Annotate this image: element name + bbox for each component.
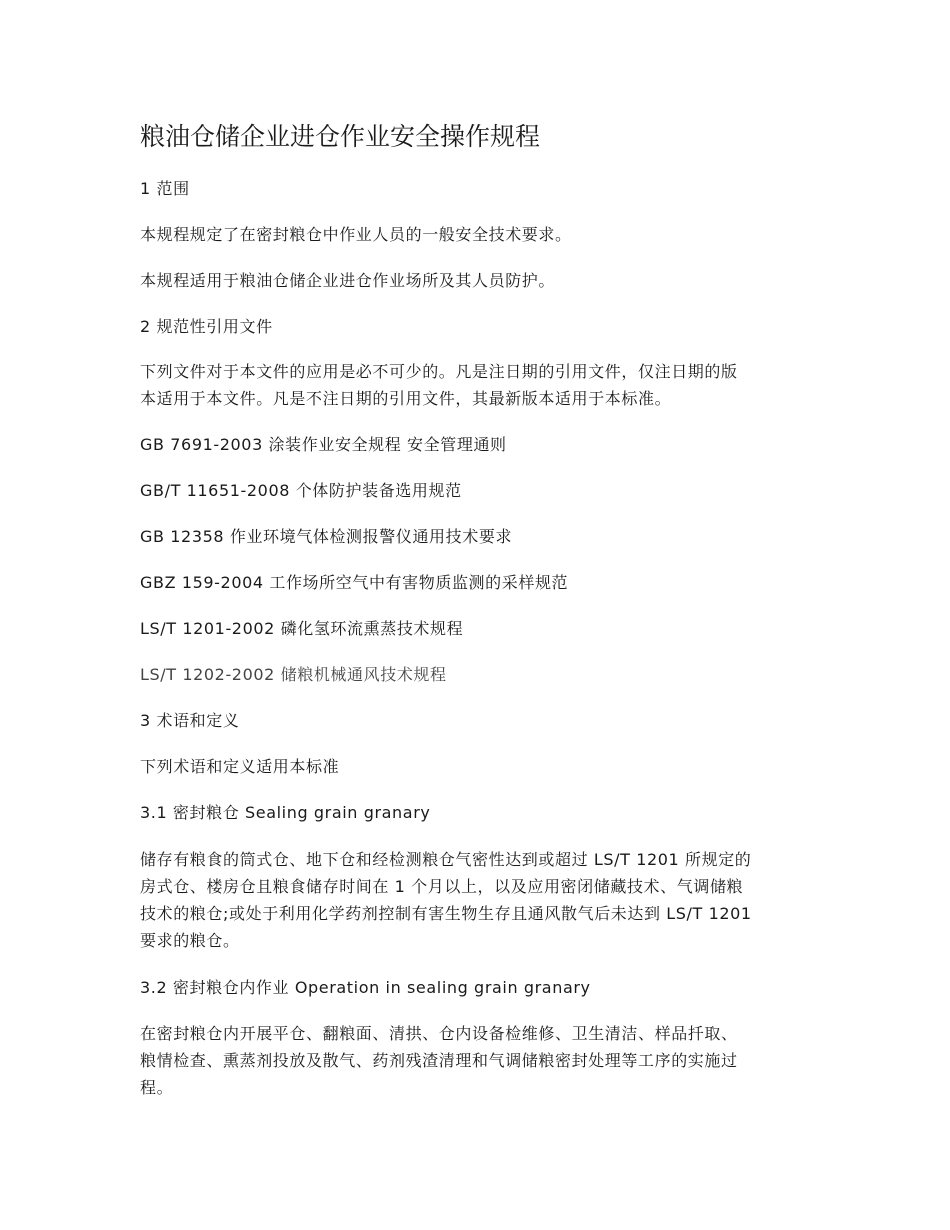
section-3-heading: 3 术语和定义 — [140, 711, 240, 730]
reference-item: LS/T 1202-2002 储粮机械通风技术规程 — [140, 665, 447, 684]
reference-item: GB/T 11651-2008 个体防护装备选用规范 — [140, 481, 462, 500]
term-3-2-heading: 3.2 密封粮仓内作业 Operation in sealing grain granary — [140, 978, 591, 997]
term-3-1-definition — [140, 846, 820, 954]
scope-paragraph-1: 本规程规定了在密封粮仓中作业人员的一般安全技术要求。 — [140, 225, 572, 244]
term-3-1-heading: 3.1 密封粮仓 Sealing grain granary — [140, 803, 431, 822]
definition-line: 粮情检查、熏蒸剂投放及散气、药剂残渣清理和气调储粮密封处理等工序的实施过 — [140, 1051, 738, 1070]
reference-item: LS/T 1201-2002 磷化氢环流熏蒸技术规程 — [140, 619, 464, 638]
intro-line: 下列文件对于本文件的应用是必不可少的。凡是注日期的引用文件，仅注日期的版 — [140, 362, 738, 381]
definition-line: 在密封粮仓内开展平仓、翻粮面、清拱、仓内设备检维修、卫生清洁、样品扦取、 — [140, 1024, 738, 1043]
definition-line: 储存有粮食的筒式仓、地下仓和经检测粮仓气密性达到或超过 LS/T 1201 所规定的 — [140, 850, 752, 869]
definition-line: 要求的粮仓。 — [140, 931, 240, 950]
definition-line: 技术的粮仓;或处于利用化学药剂控制有害生物生存且通风散气后未达到 LS/T 1201 — [140, 904, 752, 923]
normative-references-intro — [140, 358, 820, 412]
reference-item: GB 7691-2003 涂装作业安全规程 安全管理通则 — [140, 435, 507, 454]
reference-item: GB 12358 作业环境气体检测报警仪通用技术要求 — [140, 527, 513, 546]
terms-intro: 下列术语和定义适用本标准 — [140, 757, 340, 776]
intro-line: 本适用于本文件。凡是不注日期的引用文件，其最新版本适用于本标准。 — [140, 389, 672, 408]
term-3-2-definition — [140, 1020, 820, 1101]
definition-line: 房式仓、楼房仓且粮食储存时间在 1 个月以上，以及应用密闭储藏技术、气调储粮 — [140, 877, 744, 896]
section-1-heading: 1 范围 — [140, 179, 190, 198]
definition-line: 程。 — [140, 1078, 174, 1097]
reference-item: GBZ 159-2004 工作场所空气中有害物质监测的采样规范 — [140, 573, 569, 592]
scope-paragraph-2: 本规程适用于粮油仓储企业进仓作业场所及其人员防护。 — [140, 271, 556, 290]
document-title: 粮油仓储企业进仓作业安全操作规程 — [140, 122, 541, 151]
section-2-heading: 2 规范性引用文件 — [140, 317, 273, 336]
